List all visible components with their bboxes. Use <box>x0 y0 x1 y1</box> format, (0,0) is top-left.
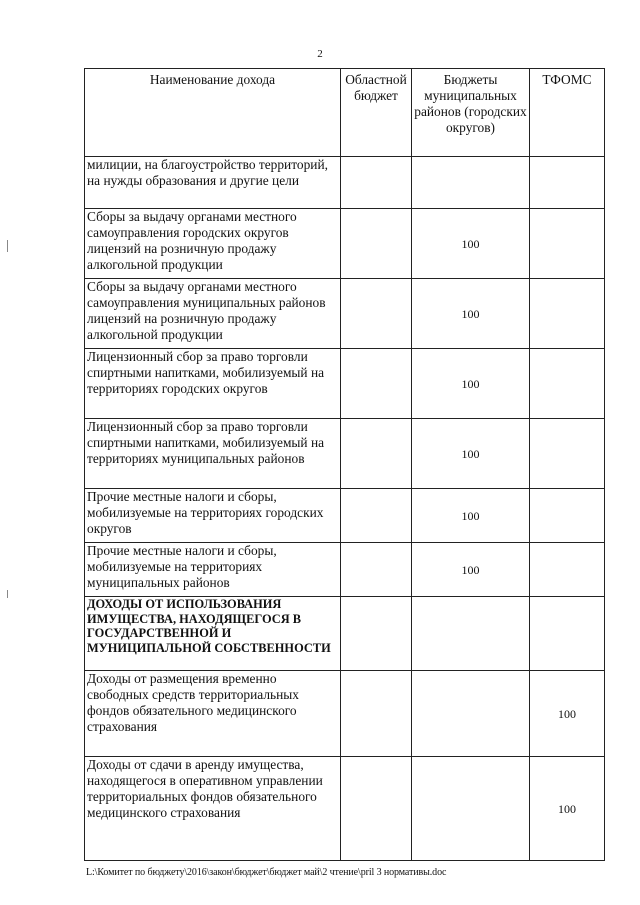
table-row-section-heading <box>85 597 605 671</box>
margin-mark <box>7 240 8 252</box>
row-income-name: милиции, на благоустройство территорий, на нужды образования и другие цели <box>85 157 341 209</box>
row-tfoms-value <box>530 543 605 597</box>
table-row <box>85 419 605 489</box>
row-regional-value <box>341 279 412 349</box>
row-income-name: Сборы за выдачу органами местного самоуправления муниципальных районов лицензий на розничную продажу алкогольной продукции <box>85 279 341 349</box>
row-regional-value <box>341 489 412 543</box>
header-income-name: Наименование дохода <box>85 69 341 157</box>
table-row <box>85 757 605 861</box>
row-income-name: Лицензионный сбор за право торговли спиртными напитками, мобилизуемый на территориях муниципальных районов <box>85 419 341 489</box>
table-row <box>85 489 605 543</box>
table-header-row <box>85 69 605 157</box>
row-municipal-value: 100 <box>412 279 530 349</box>
row-income-name: Прочие местные налоги и сборы, мобилизуемые на территориях городских округов <box>85 489 341 543</box>
row-regional-value <box>341 209 412 279</box>
row-regional-value <box>341 597 412 671</box>
header-tfoms: ТФОМС <box>530 69 605 157</box>
table-row <box>85 209 605 279</box>
row-income-name: Доходы от размещения временно свободных средств территориальных фондов обязательного медицинского страхования <box>85 671 341 757</box>
row-tfoms-value <box>530 419 605 489</box>
row-income-name: Прочие местные налоги и сборы, мобилизуемые на территориях муниципальных районов <box>85 543 341 597</box>
row-municipal-value <box>412 157 530 209</box>
row-municipal-value: 100 <box>412 543 530 597</box>
row-regional-value <box>341 543 412 597</box>
row-tfoms-value <box>530 489 605 543</box>
row-municipal-value <box>412 671 530 757</box>
row-tfoms-value <box>530 597 605 671</box>
row-tfoms-value <box>530 157 605 209</box>
row-tfoms-value <box>530 349 605 419</box>
row-municipal-value: 100 <box>412 349 530 419</box>
row-income-name: Лицензионный сбор за право торговли спиртными напитками, мобилизуемый на территориях городских округов <box>85 349 341 419</box>
header-regional-budget: Областной бюджет <box>341 69 412 157</box>
row-regional-value <box>341 157 412 209</box>
row-tfoms-value: 100 <box>530 671 605 757</box>
row-tfoms-value <box>530 209 605 279</box>
row-municipal-value: 100 <box>412 209 530 279</box>
income-distribution-table <box>84 68 605 861</box>
table-row <box>85 349 605 419</box>
page-number: 2 <box>317 48 323 60</box>
row-income-name: Доходы от сдачи в аренду имущества, находящегося в оперативном управлении территориальных фондов обязательного медицинского страхования <box>85 757 341 861</box>
row-municipal-value <box>412 597 530 671</box>
footer-file-path: L:\Комитет по бюджету\2016\закон\бюджет\бюджет май\2 чтение\pril 3 нормативы.doc <box>86 867 447 878</box>
row-regional-value <box>341 757 412 861</box>
table-row <box>85 279 605 349</box>
row-municipal-value: 100 <box>412 419 530 489</box>
row-income-name: ДОХОДЫ ОТ ИСПОЛЬЗОВАНИЯ ИМУЩЕСТВА, НАХОДЯЩЕГОСЯ В ГОСУДАРСТВЕННОЙ И МУНИЦИПАЛЬНОЙ СОБСТВЕННОСТИ <box>85 597 341 671</box>
row-regional-value <box>341 349 412 419</box>
table-row <box>85 157 605 209</box>
row-tfoms-value <box>530 279 605 349</box>
row-regional-value <box>341 419 412 489</box>
row-income-name: Сборы за выдачу органами местного самоуправления городских округов лицензий на розничную продажу алкогольной продукции <box>85 209 341 279</box>
row-municipal-value <box>412 757 530 861</box>
table-row <box>85 671 605 757</box>
row-regional-value <box>341 671 412 757</box>
table-row <box>85 543 605 597</box>
row-municipal-value: 100 <box>412 489 530 543</box>
header-municipal-budgets: Бюджеты муниципальных районов (городских округов) <box>412 69 530 157</box>
row-tfoms-value: 100 <box>530 757 605 861</box>
margin-mark <box>7 590 8 598</box>
